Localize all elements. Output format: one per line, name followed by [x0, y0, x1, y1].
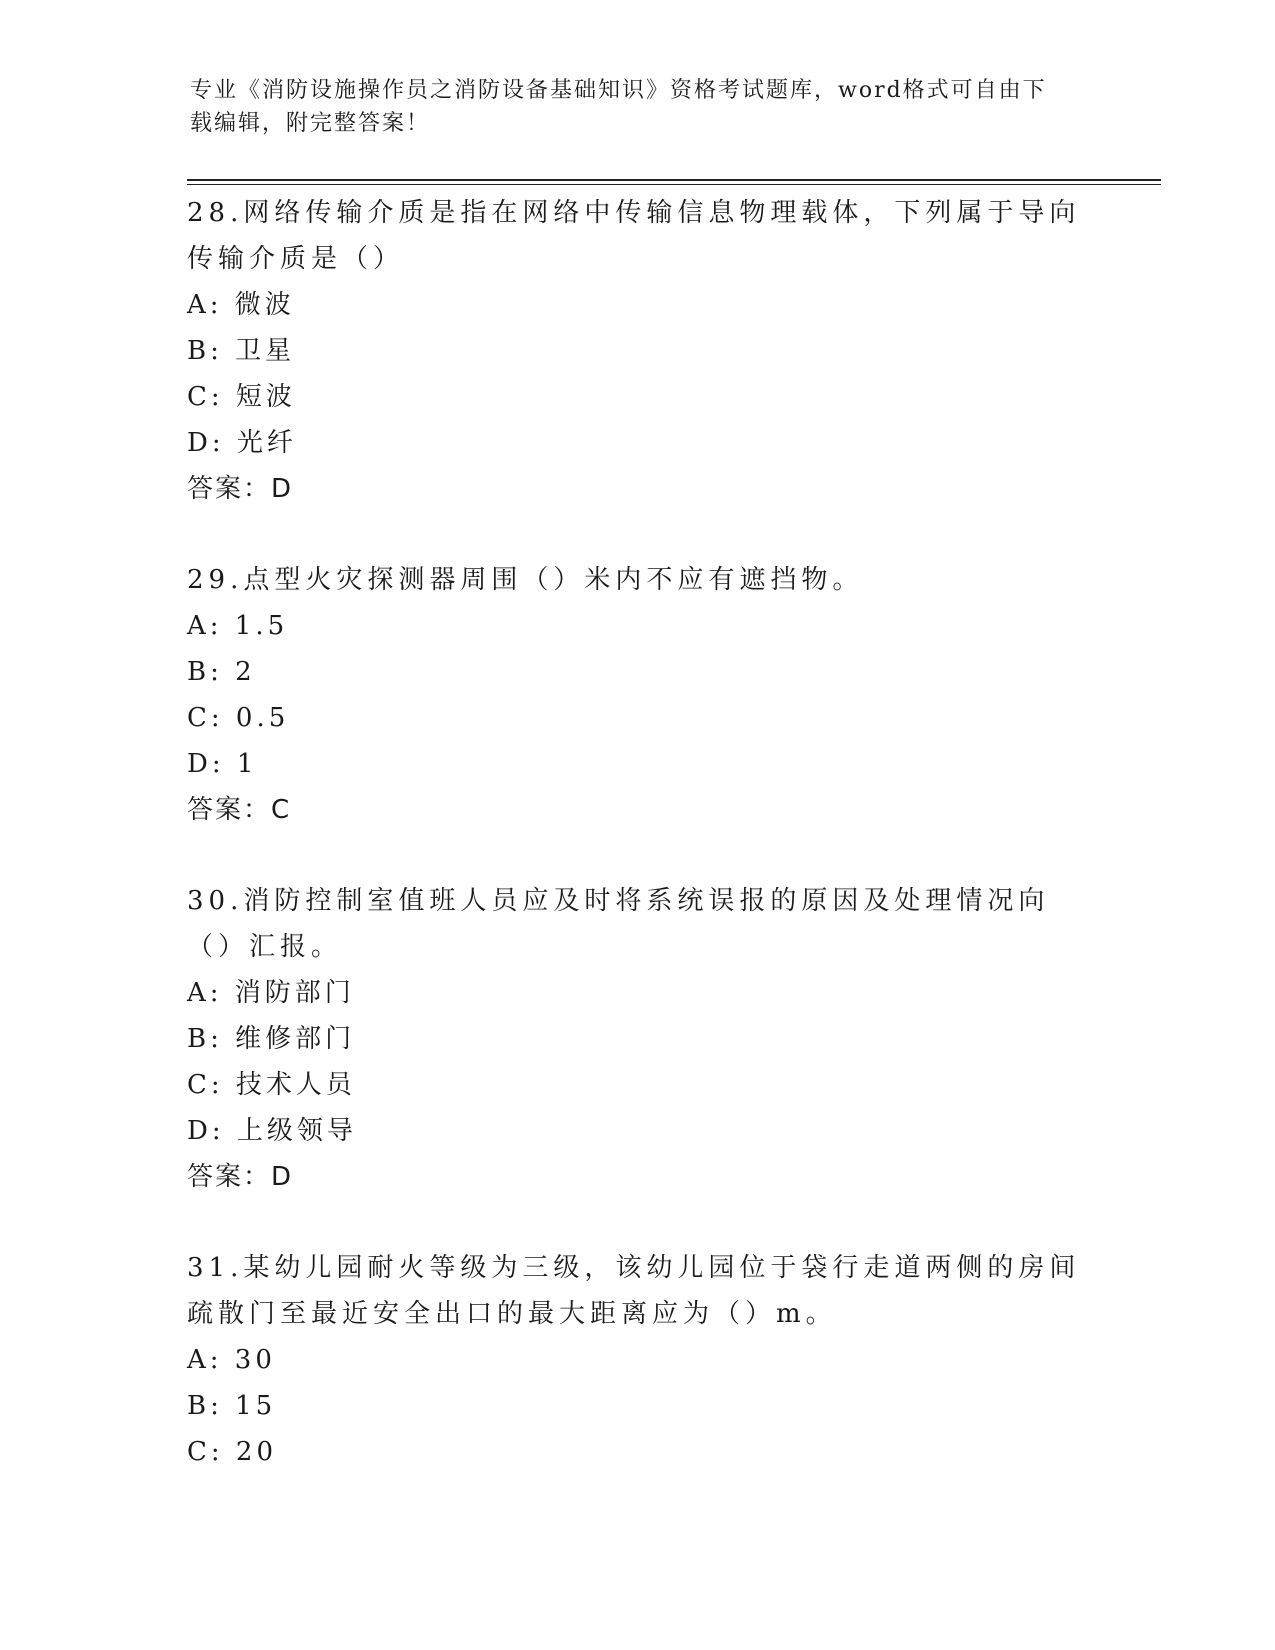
option-d: D: 上级领导	[187, 1116, 357, 1146]
answer-line: 答案：C	[187, 795, 292, 825]
option-b: B: 维修部门	[187, 1024, 356, 1054]
option-a: A: 微波	[187, 290, 295, 320]
question-list	[187, 190, 1087, 1475]
option-a: A: 1.5	[187, 611, 289, 641]
option-c: C: 20	[187, 1437, 278, 1467]
question-stem: 29.点型火灾探测器周围（）米内不应有遮挡物。	[187, 565, 864, 595]
question-stem: 28.网络传输介质是指在网络中传输信息物理载体，下列属于导向传输介质是（）	[187, 198, 1081, 274]
question-gap	[187, 512, 1087, 557]
option-d: D: 1	[187, 749, 258, 779]
question-29	[187, 557, 1087, 833]
question-31	[187, 1245, 1087, 1475]
answer-line: 答案：D	[187, 474, 294, 504]
option-b: B: 卫星	[187, 336, 296, 366]
option-b: B: 2	[187, 657, 256, 687]
question-30	[187, 878, 1087, 1200]
option-c: C: 短波	[187, 382, 296, 412]
option-a: A: 30	[187, 1345, 276, 1375]
question-gap	[187, 833, 1087, 878]
question-gap	[187, 1200, 1087, 1245]
option-c: C: 0.5	[187, 703, 290, 733]
document-header: 专业《消防设施操作员之消防设备基础知识》资格考试题库，word格式可自由下载编辑，附完整答案！	[190, 78, 1047, 136]
option-d: D: 光纤	[187, 428, 297, 458]
question-28	[187, 190, 1087, 512]
option-b: B: 15	[187, 1391, 277, 1421]
option-a: A: 消防部门	[187, 978, 355, 1008]
option-c: C: 技术人员	[187, 1070, 356, 1100]
question-stem: 30.消防控制室值班人员应及时将系统误报的原因及处理情况向（）汇报。	[187, 886, 1050, 962]
header-divider-thick	[187, 179, 1161, 181]
question-stem: 31.某幼儿园耐火等级为三级，该幼儿园位于袋行走道两侧的房间疏散门至最近安全出口的最大距离应为（）m。	[187, 1253, 1081, 1329]
header-divider-thin	[187, 184, 1161, 185]
answer-line: 答案：D	[187, 1162, 294, 1192]
